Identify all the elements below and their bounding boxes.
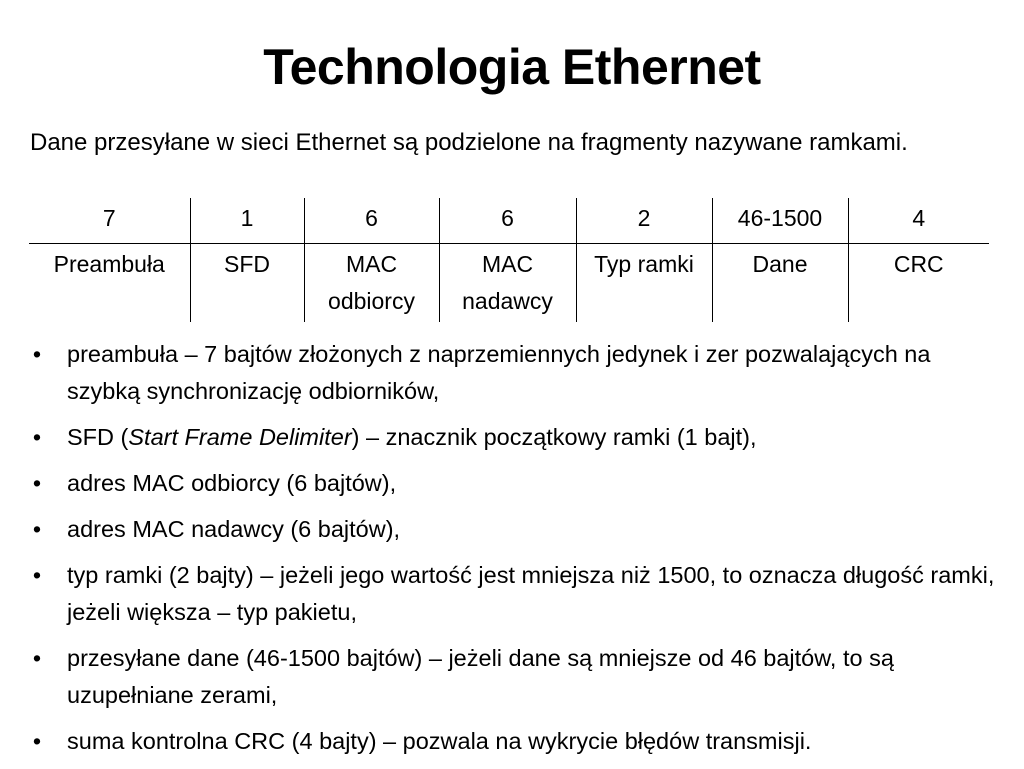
name-cell-line: nadawcy xyxy=(462,288,553,314)
size-cell-data: 46-1500 xyxy=(712,198,848,244)
ethernet-frame-table xyxy=(29,198,989,322)
name-cell-line: SFD xyxy=(224,251,270,277)
name-cell-sfd xyxy=(190,244,304,323)
list-item-text: preambuła – 7 bajtów złożonych z naprzemiennych jedynek i zer pozwalających na szybką synchronizację odbiorników, xyxy=(67,341,931,404)
name-cell-line: odbiorcy xyxy=(328,288,415,314)
name-cell-line: Typ ramki xyxy=(594,251,694,277)
bullet-icon: • xyxy=(32,516,42,542)
list-item xyxy=(30,640,1000,714)
name-cell-line: MAC xyxy=(345,251,398,277)
name-cell-type xyxy=(576,244,712,323)
name-cell-preamble xyxy=(29,244,190,323)
bullet-icon: • xyxy=(32,645,42,671)
list-item-text-before: SFD ( xyxy=(67,424,129,450)
name-cell-crc xyxy=(848,244,989,323)
list-item-text: typ ramki (2 bajty) – jeżeli jego wartość jest mniejsza niż 1500, to oznacza długość ramki, jeżeli większa – typ pakietu, xyxy=(67,562,995,625)
list-item xyxy=(30,336,1000,410)
list-item-text: adres MAC nadawcy (6 bajtów), xyxy=(67,516,401,542)
name-cell-line: Preambuła xyxy=(53,251,165,277)
bullet-icon: • xyxy=(32,424,42,450)
size-cell-mac-src: 6 xyxy=(439,198,576,244)
list-item-text-after: ) – znacznik początkowy ramki (1 bajt), xyxy=(351,424,757,450)
size-cell-mac-dest: 6 xyxy=(304,198,439,244)
list-item-text: przesyłane dane (46-1500 bajtów) – jeżeli dane są mniejsze od 46 bajtów, to są uzupełniane zerami, xyxy=(67,645,894,708)
list-item-text-italic: Start Frame Delimiter xyxy=(128,424,352,450)
name-cell-data xyxy=(712,244,848,323)
list-item-text: suma kontrolna CRC (4 bajty) – pozwala na wykrycie błędów transmisji. xyxy=(67,728,812,754)
bullet-icon: • xyxy=(32,562,42,588)
name-cell-line: Dane xyxy=(752,251,808,277)
bullet-icon: • xyxy=(32,341,42,367)
list-item xyxy=(30,557,1000,631)
size-cell-type: 2 xyxy=(576,198,712,244)
intro-paragraph: Dane przesyłane w sieci Ethernet są podzielone na fragmenty nazywane ramkami. xyxy=(30,129,908,156)
frame-field-sizes-row xyxy=(29,198,989,244)
name-cell-line: CRC xyxy=(893,251,944,277)
list-item xyxy=(30,419,1000,456)
name-cell-line: MAC xyxy=(481,251,534,277)
list-item xyxy=(30,511,1000,548)
bullet-icon: • xyxy=(32,470,42,496)
frame-field-names-row xyxy=(29,244,989,323)
list-item xyxy=(30,723,1000,760)
bullet-icon: • xyxy=(32,728,42,754)
slide-title: Technologia Ethernet xyxy=(263,39,761,95)
list-item-text: adres MAC odbiorcy (6 bajtów), xyxy=(67,470,397,496)
list-item xyxy=(30,465,1000,502)
name-cell-mac-dest xyxy=(304,244,439,323)
bullet-list xyxy=(30,336,1000,769)
size-cell-sfd: 1 xyxy=(190,198,304,244)
size-cell-crc: 4 xyxy=(848,198,989,244)
size-cell-preamble: 7 xyxy=(29,198,190,244)
name-cell-mac-src xyxy=(439,244,576,323)
